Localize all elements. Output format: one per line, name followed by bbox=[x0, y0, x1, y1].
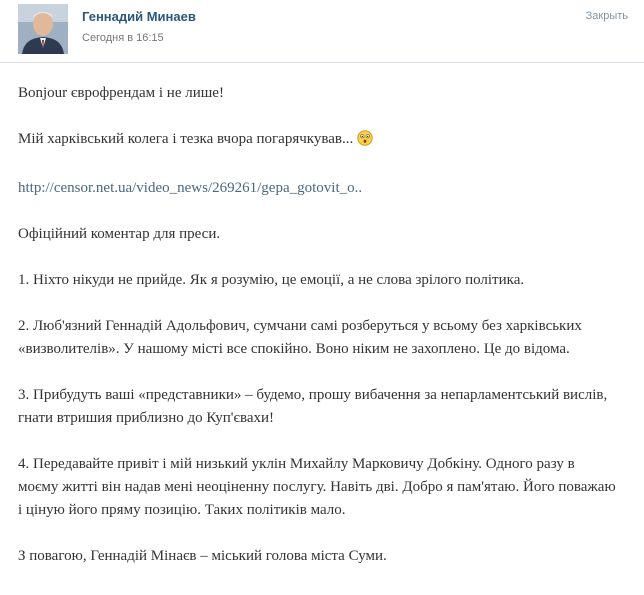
paragraph-intro bbox=[18, 128, 618, 154]
paragraph-link bbox=[18, 177, 618, 200]
author-avatar[interactable] bbox=[18, 4, 68, 54]
post-timestamp[interactable]: Сегодня в 16:15 bbox=[82, 32, 164, 44]
user-photo-icon bbox=[18, 4, 68, 54]
paragraph-greeting: Bonjour єврофрендам і не лише! bbox=[18, 85, 224, 101]
external-link[interactable]: http://censor.net.ua/video_news/269261/gepa_gotovit_o.. bbox=[18, 180, 363, 196]
post-content bbox=[18, 82, 618, 591]
post-header bbox=[0, 0, 644, 63]
paragraph-point-2: 2. Люб'язний Геннадій Адольфович, сумчани самі розберуться у всьому без харківських «визволителів». У нашому місті все спокійно. Воно ніким не захоплено. Це до відома. bbox=[18, 318, 582, 357]
paragraph-signature: З повагою, Геннадій Мінаєв – міський голова міста Суми. bbox=[18, 548, 387, 564]
close-button[interactable]: Закрыть bbox=[585, 10, 628, 22]
paragraph-point-4: 4. Передавайте привіт і мій низький уклін Михайлу Марковичу Добкіну. Одного разу в моєму житті він надав мені неоціненну послугу. Навіть дві. Добро я пам'ятаю. Його поважаю і ціную його пряму позицію. Таких політиків мало. bbox=[18, 456, 616, 518]
paragraph-point-1: 1. Ніхто нікуди не прийде. Як я розумію, це емоції, а не слова зрілого політика. bbox=[18, 272, 525, 288]
intro-text: Мій харківський колега і тезка вчора погарячкував... bbox=[18, 131, 354, 147]
paragraph-comment-intro: Офіційний коментар для преси. bbox=[18, 226, 221, 242]
author-name[interactable]: Геннадий Минаев bbox=[82, 9, 196, 24]
paragraph-point-3: 3. Прибудуть ваші «представники» – будемо, прошу вибачення за непарламентський вислів, гнати втришия приблизно до Куп'євахи! bbox=[18, 387, 608, 426]
surprised-face-icon bbox=[357, 130, 373, 154]
